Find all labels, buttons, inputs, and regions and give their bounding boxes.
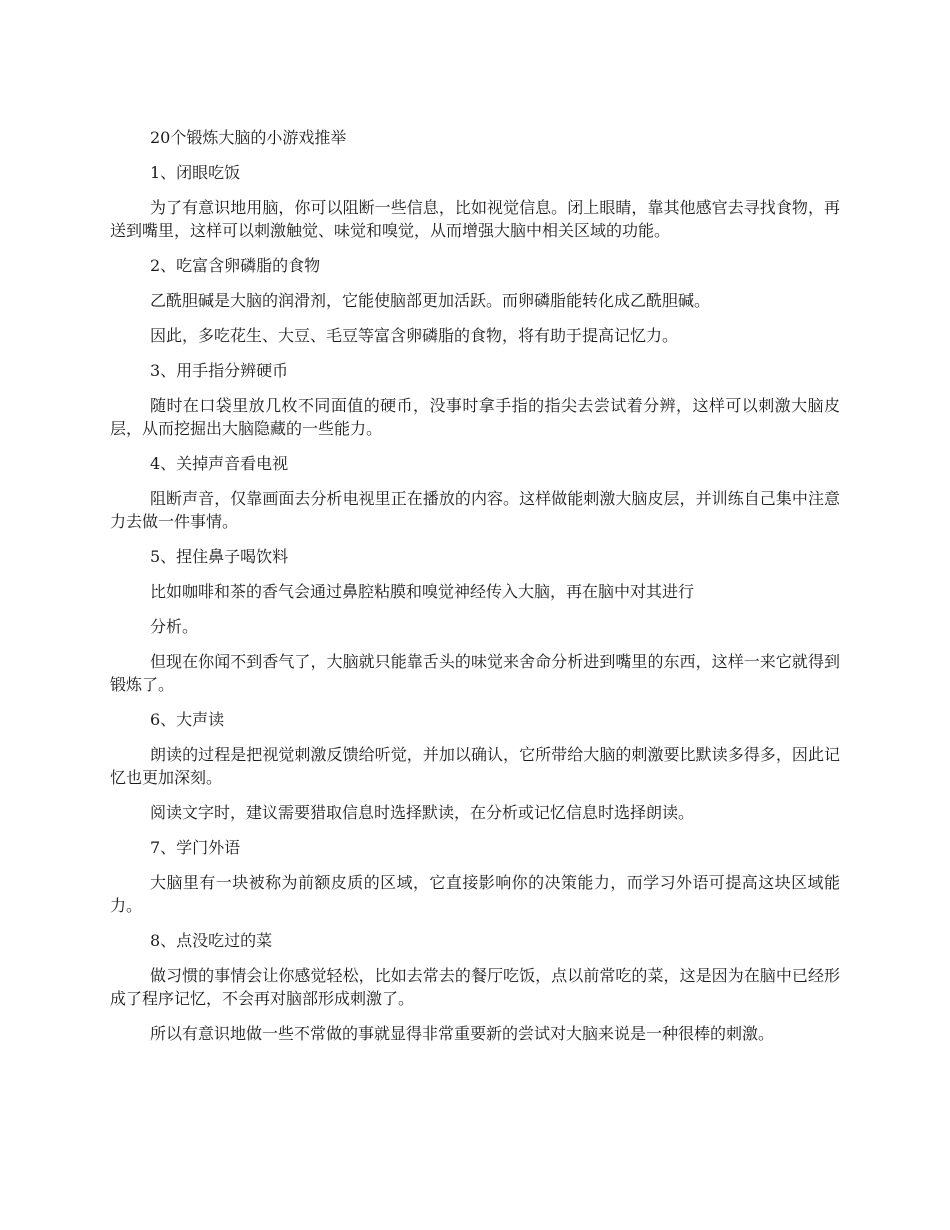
paragraph: 大脑里有一块被称为前额皮质的区域，它直接影响你的决策能力，而学习外语可提高这块区域能力。 <box>110 873 840 915</box>
paragraph: 为了有意识地用脑，你可以阻断一些信息，比如视觉信息。闭上眼睛，靠其他感官去寻找食物，再送到嘴里，这样可以刺激触觉、味觉和嗅觉，从而增强大脑中相关区域的功能。 <box>110 198 840 240</box>
paragraph: 所以有意识地做一些不常做的事就显得非常重要新的尝试对大脑来说是一种很棒的刺激。 <box>150 1024 775 1043</box>
paragraph: 因此，多吃花生、大豆、毛豆等富含卵磷脂的食物，将有助于提高记忆力。 <box>150 326 679 345</box>
section-heading: 4、关掉声音看电视 <box>150 454 289 473</box>
paragraph: 随时在口袋里放几枚不同面值的硬币，没事时拿手指的指尖去尝试着分辨，这样可以刺激大脑皮层，从而挖掘出大脑隐藏的一些能力。 <box>110 396 840 438</box>
section-heading: 5、捏住鼻子喝饮料 <box>150 547 289 566</box>
section-heading: 8、点没吃过的菜 <box>150 931 273 950</box>
paragraph: 比如咖啡和茶的香气会通过鼻腔粘膜和嗅觉神经传入大脑，再在脑中对其进行 <box>150 582 695 601</box>
section-heading: 2、吃富含卵磷脂的食物 <box>150 256 321 275</box>
section-heading: 7、学门外语 <box>150 838 241 857</box>
paragraph: 乙酰胆碱是大脑的润滑剂，它能使脑部更加活跃。而卵磷脂能转化成乙酰胆碱。 <box>150 291 711 310</box>
section-heading: 3、用手指分辨硬币 <box>150 361 289 380</box>
section-heading: 1、闭眼吃饭 <box>150 163 241 182</box>
paragraph: 阅读文字时，建议需要猎取信息时选择默读，在分析或记忆信息时选择朗读。 <box>150 803 695 822</box>
document-page <box>110 126 840 1057</box>
document-title: 20个锻炼大脑的小游戏推举 <box>150 128 347 147</box>
paragraph: 做习惯的事情会让你感觉轻松，比如去常去的餐厅吃饭，点以前常吃的菜，这是因为在脑中已经形成了程序记忆，不会再对脑部形成刺激了。 <box>110 966 840 1008</box>
section-heading: 6、大声读 <box>150 710 225 729</box>
paragraph: 朗读的过程是把视觉刺激反馈给听觉，并加以确认，它所带给大脑的刺激要比默读多得多，因此记忆也更加深刻。 <box>110 745 840 787</box>
paragraph: 但现在你闻不到香气了，大脑就只能靠舌头的味觉来舍命分析进到嘴里的东西，这样一来它就得到锻炼了。 <box>110 652 840 694</box>
paragraph: 分析。 <box>150 617 199 636</box>
paragraph: 阻断声音，仅靠画面去分析电视里正在播放的内容。这样做能刺激大脑皮层，并训练自己集中注意力去做一件事情。 <box>110 489 840 531</box>
